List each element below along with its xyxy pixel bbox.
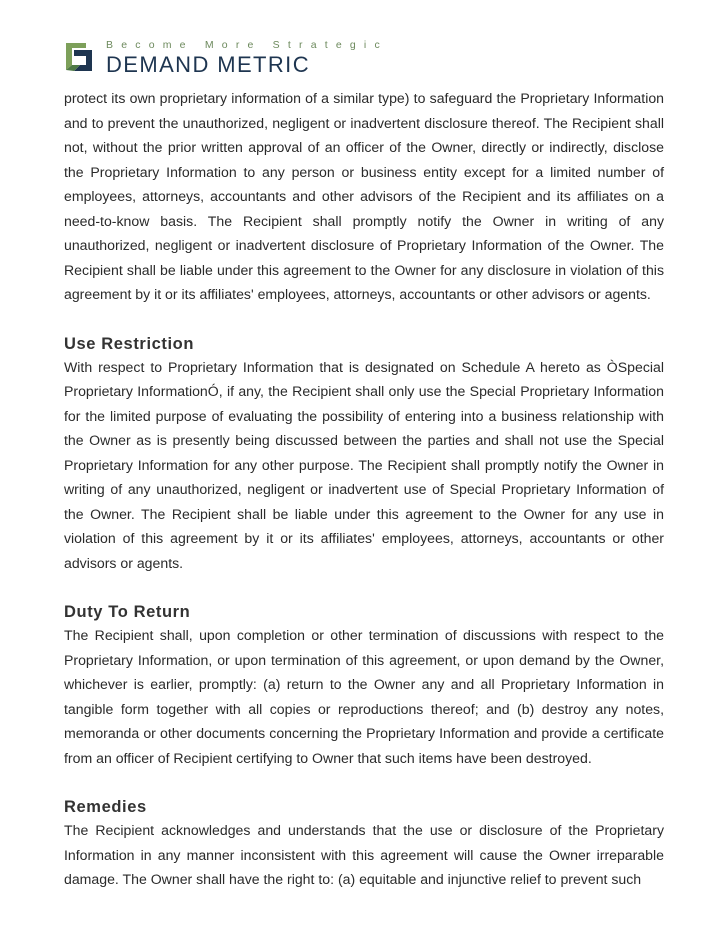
section-paragraph-use-restriction: With respect to Proprietary Information that is designated on Schedule A hereto as ÒSpecial Proprietary InformationÓ, if any, the Recipient shall only use the Special Proprietary Information for the limited purpose of evaluating the possibility of entering into a business relationship with the Owner as is presently being discussed between the parties and shall not use the Special Proprietary Information for any other purpose. The Recipient shall promptly notify the Owner in writing of any unauthorized, negligent or inadvertent use of Special Proprietary Information of the Owner. The Recipient shall be liable under this agreement to the Owner for any use in violation of this agreement by it or its affiliates' employees, attorneys, accountants or other advisors or agents. xyxy=(64,358,664,571)
company-logo xyxy=(64,38,388,78)
document-body xyxy=(64,86,664,892)
demand-metric-leaf-icon xyxy=(64,40,94,73)
section-heading-use-restriction: Use Restriction xyxy=(64,334,195,353)
logo-tagline: Become More Strategic xyxy=(106,39,388,51)
logo-company-name: DEMAND METRIC xyxy=(106,52,310,77)
section-heading-remedies: Remedies xyxy=(64,798,147,816)
section-paragraph-duty-to-return: The Recipient shall, upon completion or other termination of discussions with respect to the Proprietary Information, or upon termination of this agreement, or upon demand by the Owner, whichever is earlier, promptly: (a) return to the Owner any and all Proprietary Information in tangible form together with all copies or reproductions thereof; and (b) destroy any notes, memoranda or other documents concerning the Proprietary Information and provide a certificate from an officer of Recipient certifying to Owner that such items have been destroyed. xyxy=(64,627,664,766)
section-paragraph-remedies: The Recipient acknowledges and understands that the use or disclosure of the Proprietary Information in any manner inconsistent with this agreement will cause the Owner irreparable damage. The Owner shall have the right to: (a) equitable and injunctive relief to prevent such xyxy=(64,822,664,887)
section-heading-duty-to-return: Duty To Return xyxy=(64,603,191,621)
intro-paragraph: protect its own proprietary information of a similar type) to safeguard the Proprietary Information and to prevent the unauthorized, negligent or inadvertent disclosure thereof. The Recipient shall not, without the prior written approval of an officer of the Owner, directly or indirectly, disclose the Proprietary Information to any person or business entity except for a limited number of employees, attorneys, accountants and other advisors of the Recipient and its affiliates on a need-to-know basis. The Recipient shall promptly notify the Owner in writing of any unauthorized, negligent or inadvertent disclosure of Proprietary Information of the Owner. The Recipient shall be liable under this agreement to the Owner for any disclosure in violation of this agreement by it or its affiliates' employees, attorneys, accountants or other advisors or agents. xyxy=(64,90,664,302)
